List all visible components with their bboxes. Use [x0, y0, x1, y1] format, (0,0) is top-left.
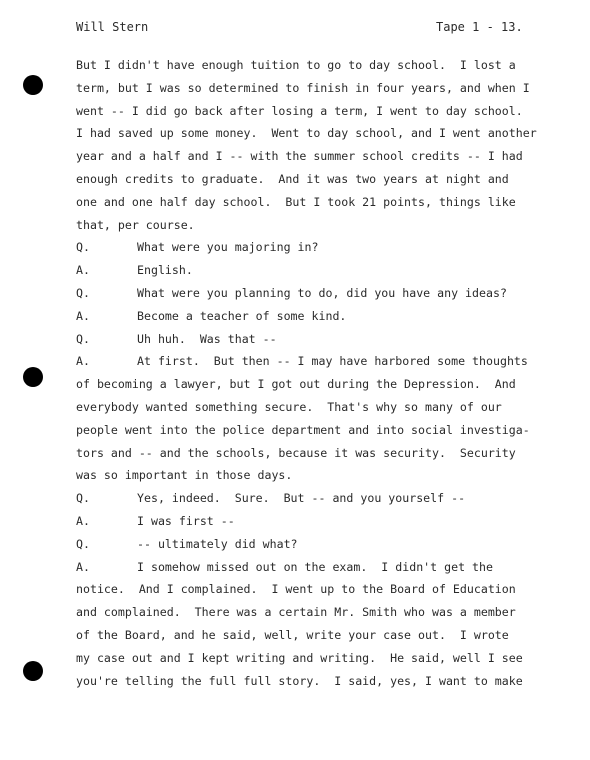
dialogue-line — [76, 282, 581, 305]
prose-line: was so important in those days. — [76, 468, 293, 483]
dialogue-text: What were you majoring in? — [137, 240, 319, 255]
prose-line: term, but I was so determined to finish in four years, and when I — [76, 80, 530, 95]
prose-line: my case out and I kept writing and writing. He said, well I see — [76, 650, 523, 665]
dialogue-text: Yes, indeed. Sure. But -- and you yourself -- — [137, 491, 466, 506]
speaker-label: Q. — [76, 491, 90, 506]
speaker-label: A. — [76, 354, 90, 369]
prose-line: enough credits to graduate. And it was two years at night and — [76, 171, 509, 186]
speaker-label: A. — [76, 263, 90, 278]
dialogue-text: What were you planning to do, did you have any ideas? — [137, 285, 507, 300]
binder-hole — [23, 75, 43, 95]
interviewee-name: Will Stern — [76, 20, 149, 34]
dialogue-line — [76, 236, 581, 259]
speaker-label: Q. — [76, 331, 90, 346]
dialogue-text: Become a teacher of some kind. — [137, 308, 347, 323]
prose-line: But I didn't have enough tuition to go to day school. I lost a — [76, 58, 516, 72]
dialogue-line — [76, 305, 581, 328]
dialogue-line — [76, 350, 581, 373]
prose-line: year and a half and I -- with the summer school credits -- I had — [76, 149, 523, 164]
dialogue-text: English. — [137, 263, 193, 278]
dialogue-text: -- ultimately did what? — [137, 536, 298, 551]
dialogue-line — [76, 556, 581, 579]
dialogue-text: I was first -- — [137, 513, 235, 528]
dialogue-text: At first. But then -- I may have harbored some thoughts — [137, 354, 528, 369]
prose-line: notice. And I complained. I went up to the Board of Education — [76, 582, 516, 597]
prose-line: and complained. There was a certain Mr. Smith who was a member — [76, 605, 516, 620]
prose-line: you're telling the full full story. I said, yes, I want to make — [76, 673, 523, 688]
binder-hole — [23, 661, 43, 681]
dialogue-text: Uh huh. Was that -- — [137, 331, 277, 346]
speaker-label: A. — [76, 513, 90, 528]
dialogue-line — [76, 533, 581, 556]
speaker-label: Q. — [76, 536, 90, 551]
prose-line: I had saved up some money. Went to day school, and I went another — [76, 126, 537, 141]
dialogue-line — [76, 487, 581, 510]
speaker-label: Q. — [76, 240, 90, 255]
tape-page-number: Tape 1 - 13. — [436, 20, 523, 34]
dialogue-line — [76, 510, 581, 533]
prose-line: that, per course. — [76, 217, 195, 232]
dialogue-line — [76, 328, 581, 351]
dialogue-text: I somehow missed out on the exam. I didn't get the — [137, 559, 493, 574]
prose-line: everybody wanted something secure. That's why so many of our — [76, 399, 502, 414]
speaker-label: A. — [76, 308, 90, 323]
dialogue-line — [76, 259, 581, 282]
prose-line: people went into the police department and into social investiga- — [76, 422, 530, 437]
prose-line: tors and -- and the schools, because it was security. Security — [76, 445, 516, 460]
prose-line: one and one half day school. But I took 21 points, things like — [76, 194, 516, 209]
prose-line: of becoming a lawyer, but I got out during the Depression. And — [76, 377, 516, 392]
transcript-body — [76, 54, 581, 692]
binder-hole — [23, 367, 43, 387]
speaker-label: A. — [76, 559, 90, 574]
speaker-label: Q. — [76, 285, 90, 300]
prose-line: went -- I did go back after losing a term, I went to day school. — [76, 103, 523, 118]
prose-line: of the Board, and he said, well, write your case out. I wrote — [76, 627, 509, 642]
